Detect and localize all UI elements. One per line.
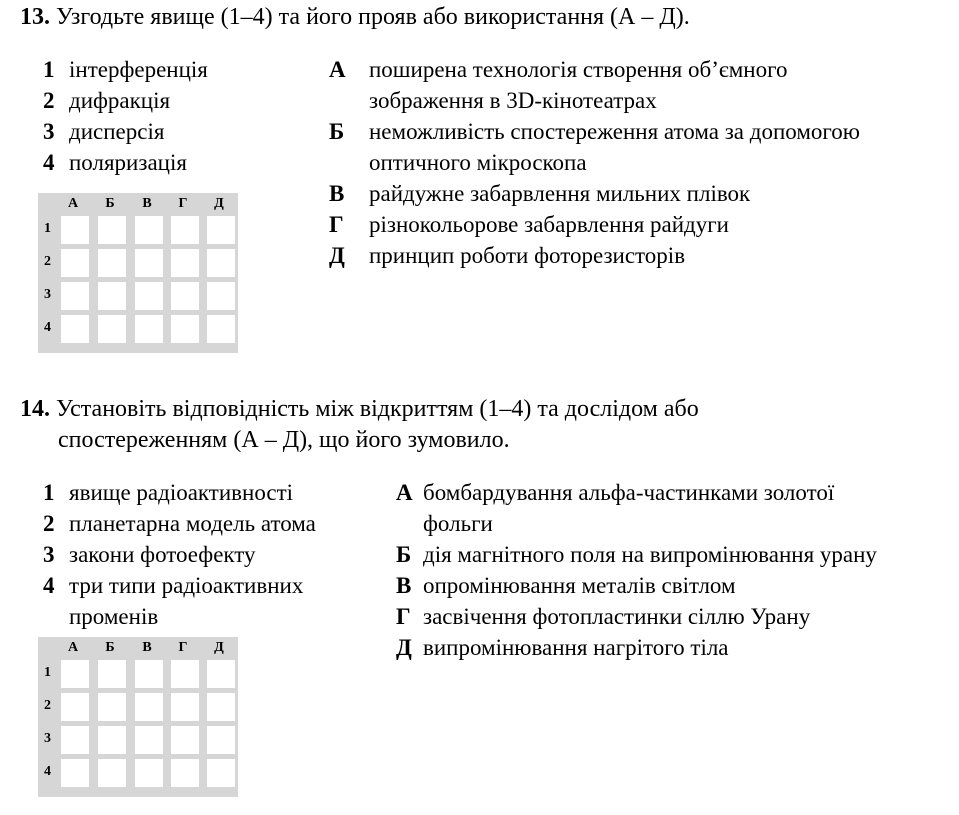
q13-left-item-1: 1 інтерференція (43, 57, 208, 82)
q14-answer-cell[interactable] (135, 660, 163, 688)
q14-left-item-3: 3 закони фотоефекту (43, 542, 256, 567)
q13-answer-cell[interactable] (135, 282, 163, 310)
q13-answer-cell[interactable] (207, 282, 235, 310)
q13-answer-cell[interactable] (171, 216, 199, 244)
q13-answer-cell[interactable] (98, 282, 126, 310)
q13-row-label: 2 (44, 254, 51, 269)
q14-answer-cell[interactable] (98, 660, 126, 688)
q13-right-item-d: Д принцип роботи фоторезисторів (329, 243, 686, 268)
q14-title-line2: спостереженням (А – Д), що його зумовило. (58, 427, 510, 453)
q14-answer-cell[interactable] (61, 660, 89, 688)
q13-left-item-4: 4 поляризація (43, 150, 187, 175)
q13-right-item-b: Б неможливість спостереження атома за допомогою (329, 119, 860, 144)
q13-right-item-a-cont: зображення в 3D-кінотеатрах (369, 88, 657, 113)
q13-answer-cell[interactable] (135, 315, 163, 343)
q14-right-item-b: Б дія магнітного поля на випромінювання урану (396, 542, 877, 567)
q13-answer-cell[interactable] (207, 249, 235, 277)
q13-answer-cell[interactable] (171, 315, 199, 343)
q14-right-item-d: Д випромінювання нагрітого тіла (396, 635, 729, 660)
q14-answer-cell[interactable] (98, 726, 126, 754)
q14-col-header: Г (178, 640, 188, 655)
q13-right-item-v: В райдужне забарвлення мильних плівок (329, 181, 751, 206)
q13-col-header: Г (178, 196, 188, 211)
q13-col-header: А (67, 196, 79, 211)
q14-col-header: В (142, 640, 152, 655)
q13-answer-cell[interactable] (61, 216, 89, 244)
q14-answer-cell[interactable] (207, 660, 235, 688)
q13-row-label: 1 (44, 221, 51, 236)
q13-right-item-g: Г різнокольорове забарвлення райдуги (329, 212, 729, 237)
q13-right-item-a: А поширена технологія створення об’ємного (329, 57, 788, 82)
q13-answer-cell[interactable] (98, 315, 126, 343)
q14-row-label: 1 (44, 665, 51, 680)
q13-answer-cell[interactable] (61, 282, 89, 310)
q14-left-item-1: 1 явище радіоактивності (43, 480, 294, 505)
q13-answer-cell[interactable] (135, 216, 163, 244)
q14-answer-cell[interactable] (98, 759, 126, 787)
q13-answer-cell[interactable] (61, 249, 89, 277)
q13-col-header: Б (105, 196, 115, 211)
q14-row-label: 3 (44, 731, 51, 746)
q14-left-item-2: 2 планетарна модель атома (43, 511, 316, 536)
q13-number: 13. (20, 4, 50, 30)
q13-col-header: В (142, 196, 152, 211)
q13-row-label: 3 (44, 287, 51, 302)
q13-answer-cell[interactable] (207, 315, 235, 343)
q14-number: 14. (20, 396, 50, 422)
q14-answer-grid (38, 637, 238, 797)
q13-answer-cell[interactable] (98, 216, 126, 244)
q14-row-label: 4 (44, 764, 51, 779)
q14-row-label: 2 (44, 698, 51, 713)
q14-answer-cell[interactable] (135, 693, 163, 721)
q13-row-label: 4 (44, 320, 51, 335)
q14-answer-cell[interactable] (207, 693, 235, 721)
q14-left-item-4-cont: променів (69, 604, 159, 629)
q13-left-item-3: 3 дисперсія (43, 119, 165, 144)
q14-answer-cell[interactable] (207, 759, 235, 787)
q14-right-item-v: В опромінювання металів світлом (396, 573, 736, 598)
q13-answer-cell[interactable] (61, 315, 89, 343)
q14-text-line1: Установіть відповідність між відкриттям (1–4) та дослідом або (56, 396, 699, 422)
q14-col-header: Б (105, 640, 115, 655)
q14-answer-cell[interactable] (98, 693, 126, 721)
q13-left-item-2: 2 дифракція (43, 88, 171, 113)
q14-right-item-g: Г засвічення фотопластинки сіллю Урану (396, 604, 811, 629)
q13-answer-cell[interactable] (98, 249, 126, 277)
q14-right-item-a-cont: фольги (423, 511, 493, 536)
q14-answer-cell[interactable] (135, 759, 163, 787)
q13-answer-cell[interactable] (171, 249, 199, 277)
q14-answer-cell[interactable] (171, 726, 199, 754)
q14-title (20, 394, 699, 424)
q13-col-header: Д (214, 196, 224, 211)
q13-title (20, 2, 690, 32)
q14-answer-cell[interactable] (61, 759, 89, 787)
q14-answer-cell[interactable] (171, 759, 199, 787)
q14-answer-cell[interactable] (135, 726, 163, 754)
q13-answer-cell[interactable] (135, 249, 163, 277)
q14-answer-cell[interactable] (61, 693, 89, 721)
q14-right-item-a: А бомбардування альфа-частинками золотої (396, 480, 835, 505)
q13-right-item-b-cont: оптичного мікроскопа (369, 150, 587, 175)
q14-left-item-4: 4 три типи радіоактивних (43, 573, 304, 598)
q13-answer-cell[interactable] (171, 282, 199, 310)
q14-answer-cell[interactable] (171, 660, 199, 688)
q14-col-header: А (67, 640, 79, 655)
q13-answer-cell[interactable] (207, 216, 235, 244)
q14-col-header: Д (214, 640, 224, 655)
q14-answer-cell[interactable] (61, 726, 89, 754)
q13-answer-grid (38, 193, 238, 353)
q14-answer-cell[interactable] (171, 693, 199, 721)
q13-text: Узгодьте явище (1–4) та його прояв або використання (А – Д). (56, 4, 690, 30)
q14-answer-cell[interactable] (207, 726, 235, 754)
